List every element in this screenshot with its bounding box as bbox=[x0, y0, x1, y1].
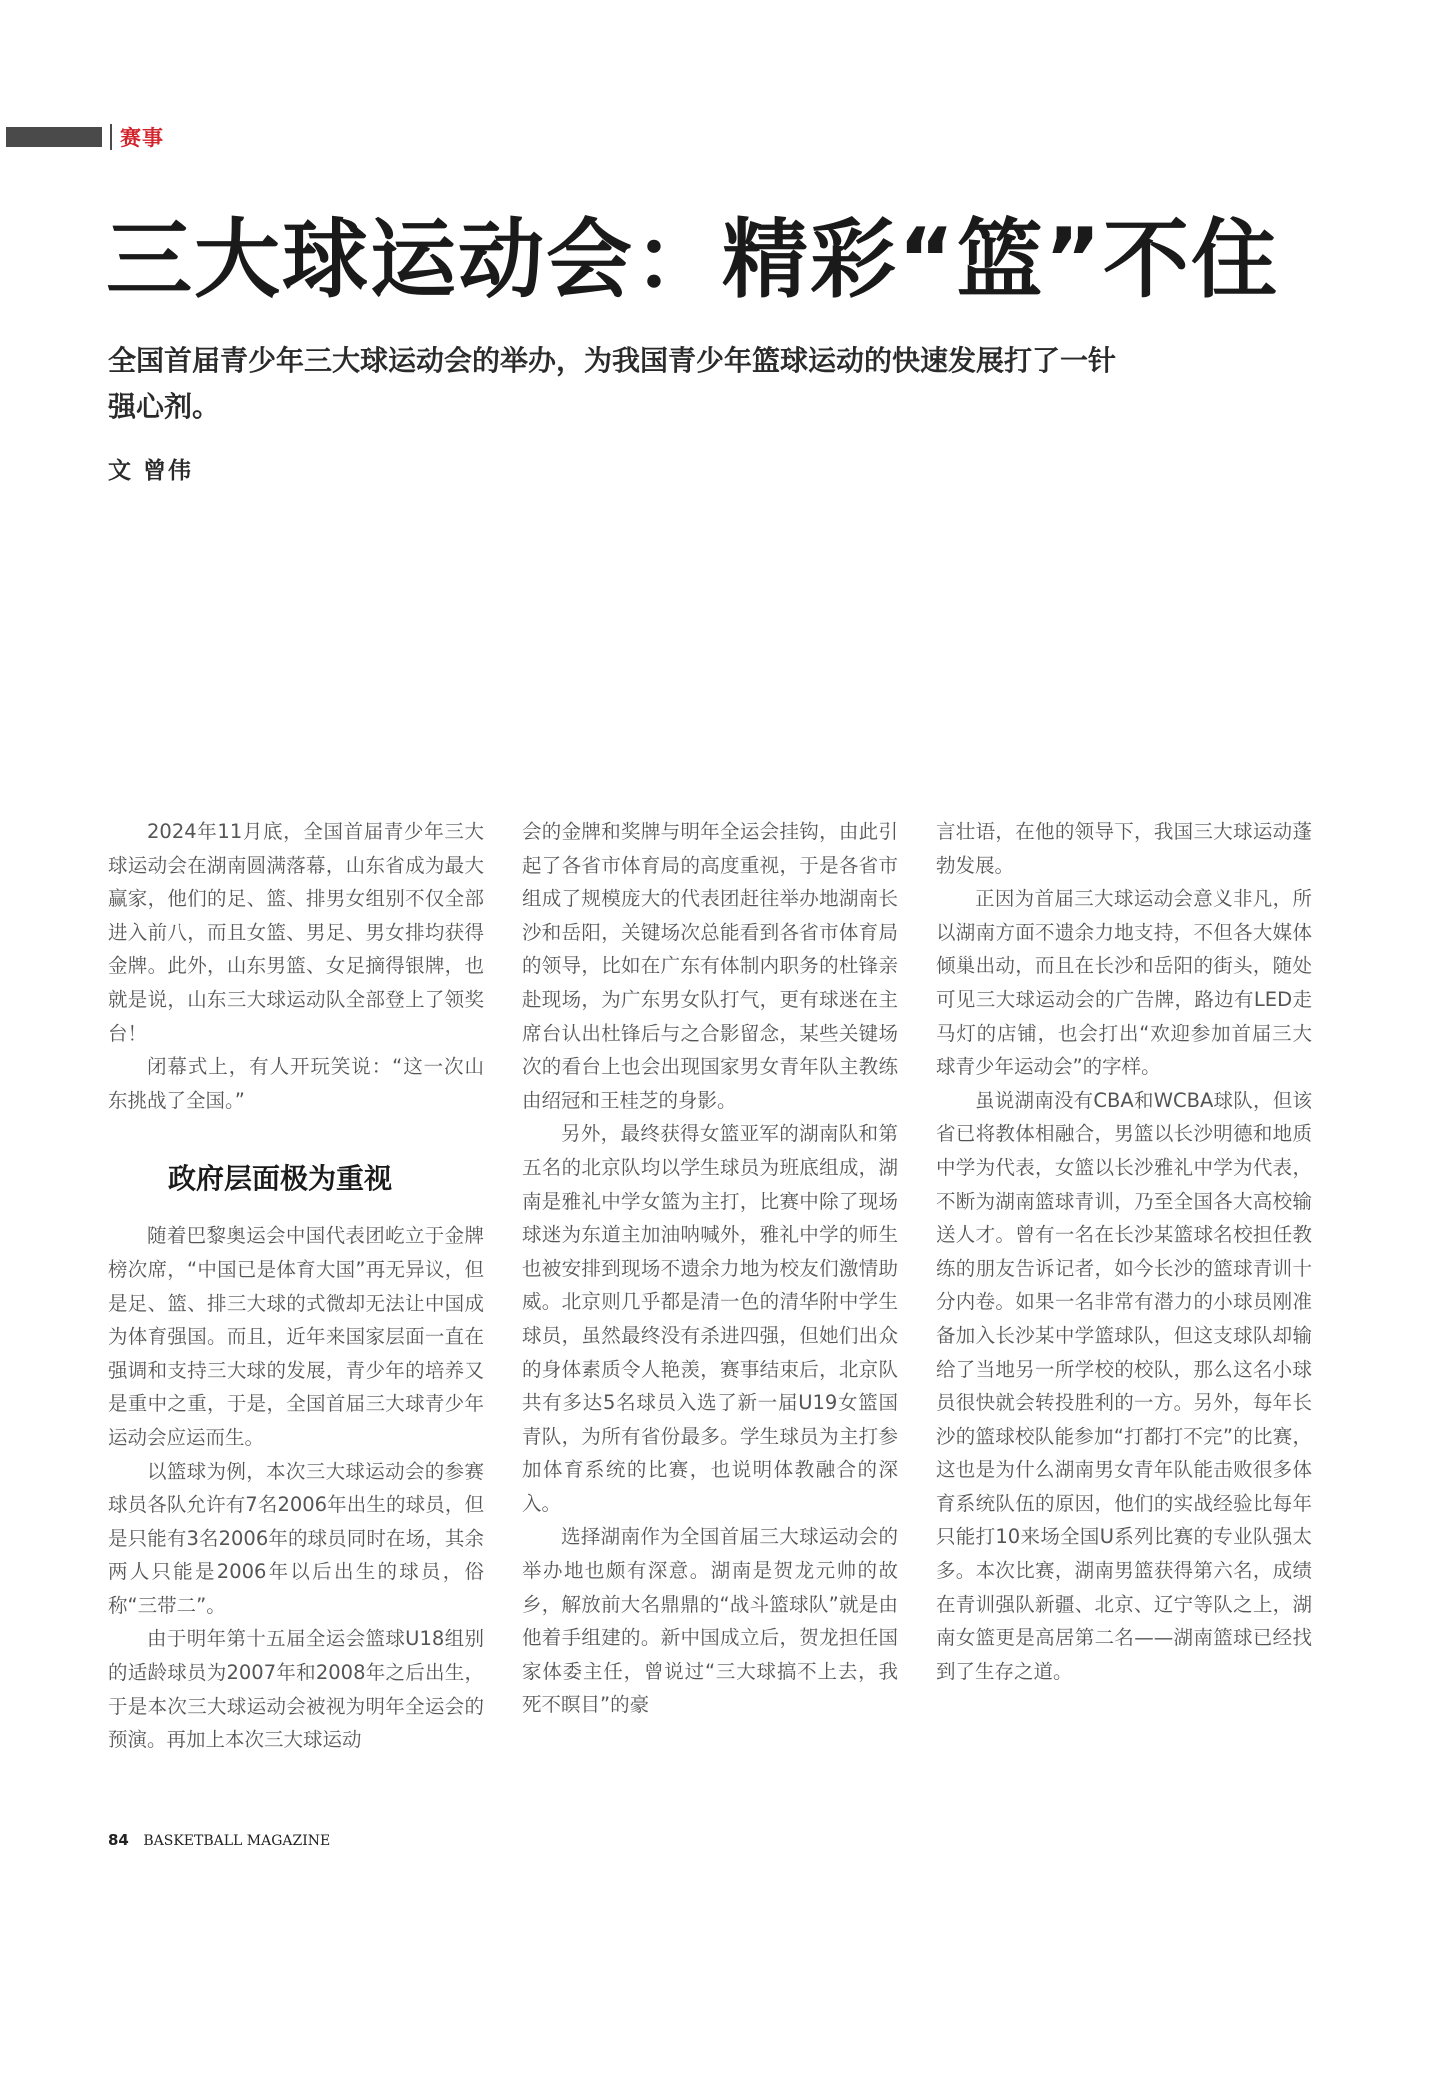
paragraph: 会的金牌和奖牌与明年全运会挂钩，由此引起了各省市体育局的高度重视，于是各省市组成了规模庞大的代表团赶往举办地湖南长沙和岳阳，关键场次总能看到各省市体育局的领导，比如在广东有体制内职务的杜锋亲赴现场，为广东男女队打气，更有球迷在主席台认出杜锋后与之合影留念，某些关键场次的看台上也会出现国家男女青年队主教练由绍冠和王桂芝的身影。 bbox=[522, 820, 898, 1112]
section-tag bbox=[6, 124, 164, 150]
article-column-2 bbox=[522, 815, 898, 1722]
section-heading: 政府层面极为重视 bbox=[168, 1162, 393, 1196]
paragraph: 随着巴黎奥运会中国代表团屹立于金牌榜次席，“中国已是体育大国”再无异议，但是足、篮、排三大球的式微却无法让中国成为体育强国。而且，近年来国家层面一直在强调和支持三大球的发展，青少年的培养又是重中之重，于是，全国首届三大球青少年运动会应运而生。 bbox=[108, 1224, 484, 1449]
article-subtitle: 全国首届青少年三大球运动会的举办，为我国青少年篮球运动的快速发展打了一针强心剂。 bbox=[108, 344, 1117, 423]
magazine-name: BASKETBALL MAGAZINE bbox=[143, 1833, 331, 1849]
paragraph: 由于明年第十五届全运会篮球U18组别的适龄球员为2007年和2008年之后出生，于是本次三大球运动会被视为明年全运会的预演。再加上本次三大球运动 bbox=[108, 1627, 484, 1752]
page-number: 84 bbox=[108, 1831, 129, 1849]
paragraph: 虽说湖南没有CBA和WCBA球队，但该省已将教体相融合，男篮以长沙明德和地质中学为代表，女篮以长沙雅礼中学为代表，不断为湖南篮球青训，乃至全国各大高校输送人才。曾有一名在长沙某篮球名校担任教练的朋友告诉记者，如今长沙的篮球青训十分内卷。如果一名非常有潜力的小球员刚准备加入长沙某中学篮球队，但这支球队却输给了当地另一所学校的校队，那么这名小球员很快就会转投胜利的一方。另外，每年长沙的篮球校队能参加“打都打不完”的比赛，这也是为什么湖南男女青年队能击败很多体育系统队伍的原因，他们的实战经验比每年只能打10来场全国U系列比赛的专业队强太多。本次比赛，湖南男篮获得第六名，成绩在青训强队新疆、北京、辽宁等队之上，湖南女篮更是高居第二名——湖南篮球已经找到了生存之道。 bbox=[936, 1088, 1312, 1683]
paragraph: 选择湖南作为全国首届三大球运动会的举办地也颇有深意。湖南是贺龙元帅的故乡，解放前大名鼎鼎的“战斗篮球队”就是由他着手组建的。新中国成立后，贺龙担任国家体委主任，曾说过“三大球搞不上去，我死不瞑目”的豪 bbox=[522, 1525, 898, 1717]
paragraph: 闭幕式上，有人开玩笑说：“这一次山东挑战了全国。” bbox=[108, 1055, 484, 1112]
section-tag-bar bbox=[6, 127, 102, 147]
paragraph: 2024年11月底，全国首届青少年三大球运动会在湖南圆满落幕，山东省成为最大赢家，他们的足、篮、排男女组别不仅全部进入前八，而且女篮、男足、男女排均获得金牌。此外，山东男篮、女足摘得银牌，也就是说，山东三大球运动队全部登上了领奖台！ bbox=[108, 820, 484, 1045]
paragraph: 正因为首届三大球运动会意义非凡，所以湖南方面不遗余力地支持，不但各大媒体倾巢出动，而且在长沙和岳阳的街头，随处可见三大球运动会的广告牌，路边有LED走马灯的店铺，也会打出“欢迎参加首届三大球青少年运动会”的字样。 bbox=[936, 887, 1312, 1079]
paragraph: 言壮语，在他的领导下，我国三大球运动蓬勃发展。 bbox=[936, 820, 1312, 877]
paragraph: 以篮球为例，本次三大球运动会的参赛球员各队允许有7名2006年出生的球员，但是只能有3名2006年的球员同时在场，其余两人只能是2006年以后出生的球员，俗称“三带二”。 bbox=[108, 1459, 484, 1617]
article-byline: 文 曾伟 bbox=[108, 458, 194, 484]
article-column-1 bbox=[108, 815, 484, 1757]
page-footer bbox=[108, 1831, 330, 1849]
section-tag-divider bbox=[110, 124, 112, 150]
section-tag-label: 赛事 bbox=[120, 126, 164, 150]
paragraph: 另外，最终获得女篮亚军的湖南队和第五名的北京队均以学生球员为班底组成，湖南是雅礼中学女篮为主打，比赛中除了现场球迷为东道主加油呐喊外，雅礼中学的师生也被安排到现场不遗余力地为校友们激情助威。北京则几乎都是清一色的清华附中学生球员，虽然最终没有杀进四强，但她们出众的身体素质令人艳羡，赛事结束后，北京队共有多达5名球员入选了新一届U19女篮国青队，为所有省份最多。学生球员为主打参加体育系统的比赛，也说明体教融合的深入。 bbox=[522, 1122, 898, 1515]
article-column-3 bbox=[936, 815, 1312, 1688]
article-title: 三大球运动会：精彩“篮”不住 bbox=[106, 210, 1280, 310]
